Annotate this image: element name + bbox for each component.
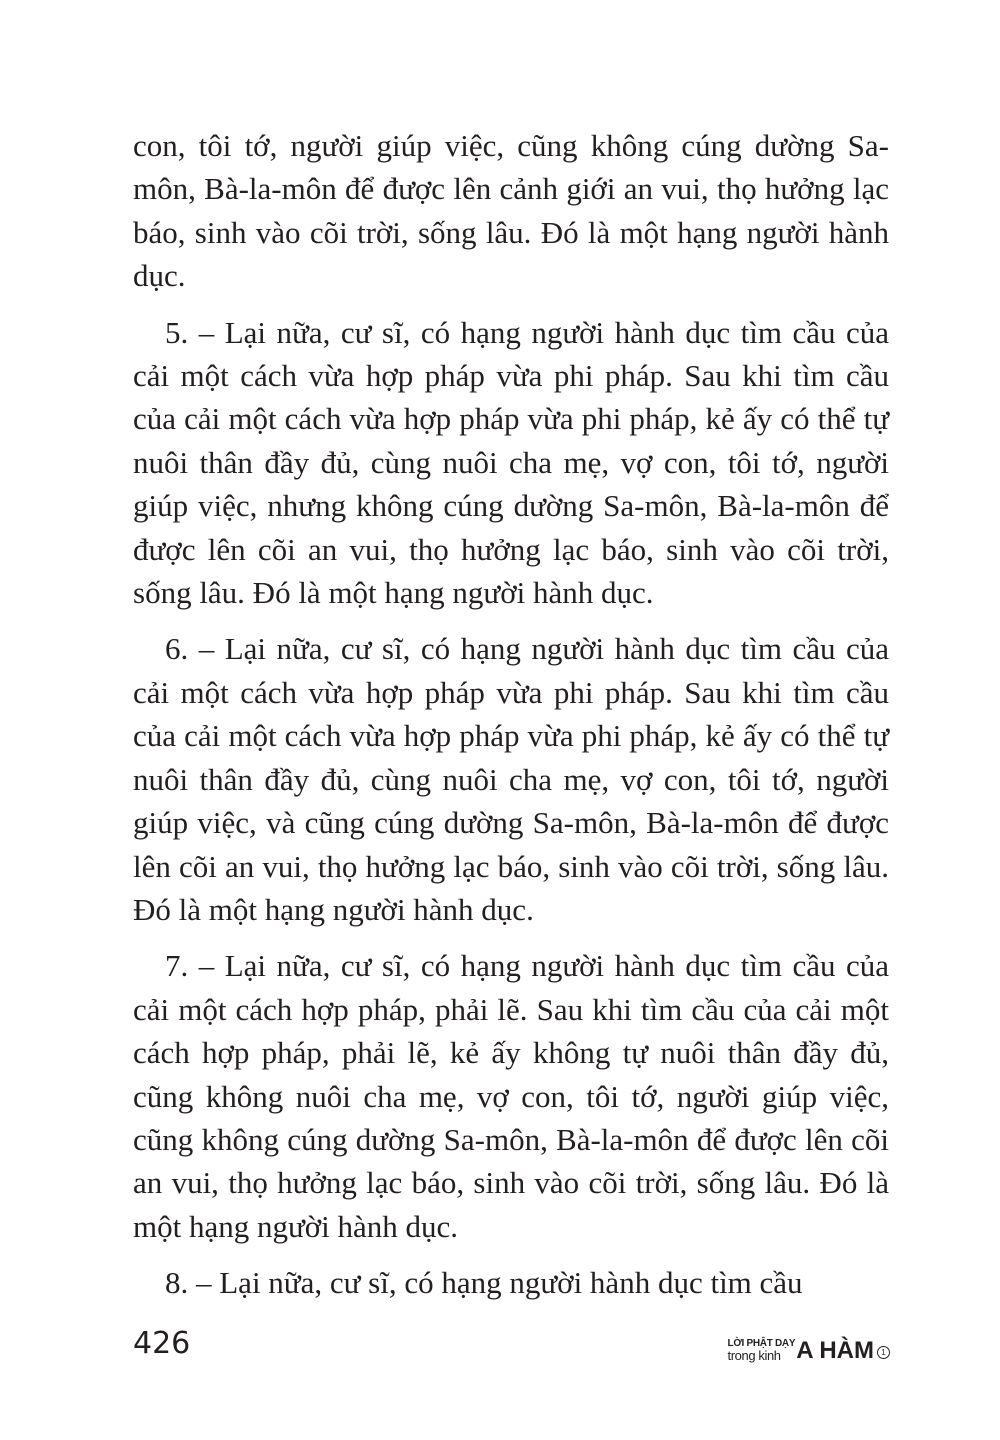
paragraph-6: 6. – Lại nữa, cư sĩ, có hạng người hành dục tìm cầu của cải một cách vừa hợp pháp vừa phi pháp. Sau khi tìm cầu của cải một cách vừa hợp pháp vừa phi pháp, kẻ ấy có thể tự nuôi thân đầy đủ, cùng nuôi cha mẹ, vợ con, tôi tớ, người giúp việc, và cũng cúng dường Sa-môn, Bà-la-môn để được lên cõi an vui, thọ hưởng lạc báo, sinh vào cõi trời, sống lâu. Đó là một hạng người hành dục. — [133, 631, 889, 927]
paragraph-7: 7. – Lại nữa, cư sĩ, có hạng người hành dục tìm cầu của cải một cách hợp pháp, phải lẽ. Sau khi tìm cầu của cải một cách hợp pháp, phải lẽ, kẻ ấy không tự nuôi thân đầy đủ, cũng không nuôi cha mẹ, vợ con, tôi tớ, người giúp việc, cũng không cúng dường Sa-môn, Bà-la-môn để được lên cõi an vui, thọ hưởng lạc báo, sinh vào cõi trời, sống lâu. Đó là một hạng người hành dục. — [133, 948, 889, 1244]
logo-line-2: trong kinh — [727, 1348, 781, 1363]
page-footer — [133, 1324, 890, 1368]
paragraph-continuation: con, tôi tớ, người giúp việc, cũng không cúng dường Sa-môn, Bà-la-môn để được lên cảnh giới an vui, thọ hưởng lạc báo, sinh vào cõi trời, sống lâu. Đó là một hạng người hành dục. — [133, 128, 889, 294]
page-number: 426 — [133, 1326, 191, 1361]
book-logo — [728, 1334, 890, 1362]
paragraph-5: 5. – Lại nữa, cư sĩ, có hạng người hành dục tìm cầu của cải một cách vừa hợp pháp vừa phi pháp. Sau khi tìm cầu của cải một cách vừa hợp pháp vừa phi pháp, kẻ ấy có thể tự nuôi thân đầy đủ, cùng nuôi cha mẹ, vợ con, tôi tớ, người giúp việc, nhưng không cúng dường Sa-môn, Bà-la-môn để được lên cõi an vui, thọ hưởng lạc báo, sinh vào cõi trời, sống lâu. Đó là một hạng người hành dục. — [133, 314, 889, 611]
logo-line-1: LỜI PHẬT DẠY — [727, 1338, 796, 1349]
paragraph-8: 8. – Lại nữa, cư sĩ, có hạng người hành dục tìm cầu — [165, 1265, 803, 1301]
logo-text-stack — [728, 1339, 796, 1362]
logo-title: A HÀM — [796, 1337, 874, 1364]
page-body — [133, 124, 889, 1318]
volume-badge: 1 — [877, 1346, 890, 1359]
